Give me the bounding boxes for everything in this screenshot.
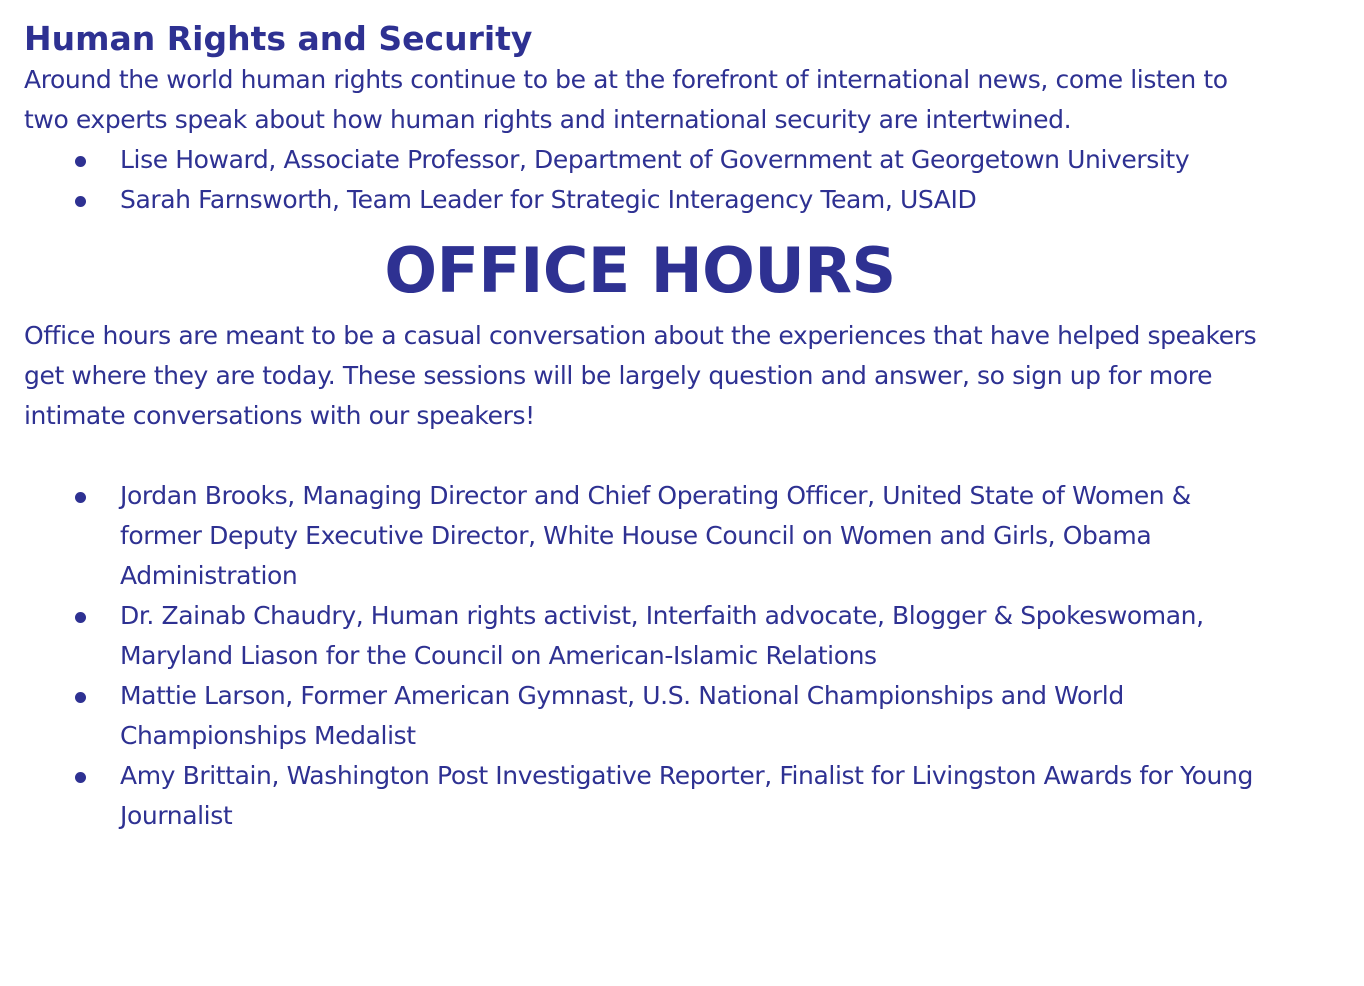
list-item bbox=[24, 180, 1274, 220]
speaker-text: Jordan Brooks, Managing Director and Chief Operating Officer, United State of Women & former Deputy Executive Director, White House Council on Women and Girls, Obama Administration bbox=[120, 481, 1191, 590]
human-rights-title: Human Rights and Security bbox=[24, 19, 533, 58]
list-item bbox=[24, 596, 1274, 676]
list-item bbox=[24, 756, 1274, 836]
spacer bbox=[24, 436, 1274, 476]
speaker-text: Sarah Farnsworth, Team Leader for Strategic Interagency Team, USAID bbox=[120, 185, 977, 214]
human-rights-description: Around the world human rights continue to be at the forefront of international news, come listen to two experts speak about how human rights and international security are intertwined. bbox=[24, 65, 1228, 134]
list-item bbox=[24, 476, 1274, 596]
bullet-icon bbox=[75, 156, 86, 167]
bullet-icon bbox=[75, 196, 86, 207]
office-hours-description: Office hours are meant to be a casual conversation about the experiences that have helped speakers get where they are today. These sessions will be largely question and answer, so sign up for more intimate conversations with our speakers! bbox=[24, 321, 1257, 430]
office-hours-speaker-list bbox=[24, 476, 1274, 836]
bullet-icon bbox=[75, 612, 86, 623]
speaker-text: Amy Brittain, Washington Post Investigative Reporter, Finalist for Livingston Awards for Young Journalist bbox=[120, 761, 1253, 830]
office-hours-title: OFFICE HOURS bbox=[384, 234, 896, 307]
list-item bbox=[24, 676, 1274, 756]
speaker-text: Lise Howard, Associate Professor, Department of Government at Georgetown University bbox=[120, 145, 1190, 174]
speaker-text: Mattie Larson, Former American Gymnast, U.S. National Championships and World Championships Medalist bbox=[120, 681, 1124, 750]
list-item bbox=[24, 140, 1274, 180]
document-page bbox=[24, 18, 1274, 836]
bullet-icon bbox=[75, 492, 86, 503]
human-rights-speaker-list bbox=[24, 140, 1274, 220]
speaker-text: Dr. Zainab Chaudry, Human rights activist, Interfaith advocate, Blogger & Spokeswoman, Maryland Liason for the Council on American-Islamic Relations bbox=[120, 601, 1204, 670]
bullet-icon bbox=[75, 772, 86, 783]
bullet-icon bbox=[75, 692, 86, 703]
